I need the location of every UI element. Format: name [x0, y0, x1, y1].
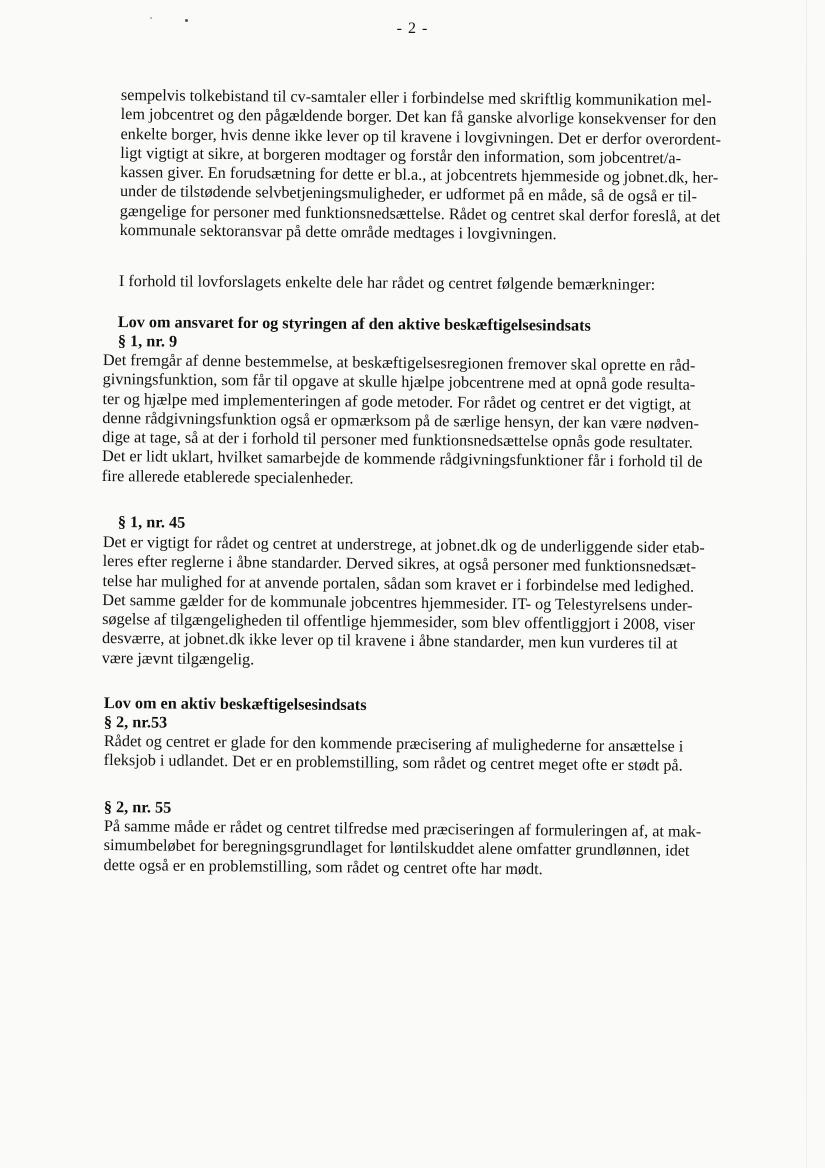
text-line: telse har mulighed for at anvende portalen, sådan som kravet er i forbindelse med ledighed. — [102, 571, 695, 595]
text-line: lem jobcentret og den pågældende borger. Det kan få ganske alvorlige konsekvenser for den — [120, 105, 717, 130]
text-line: Det fremgår af denne bestemmelse, at beskæftigelsesregionen fremover skal oprette en råd- — [102, 351, 696, 375]
text-line: desværre, at jobnet.dk ikke lever op til kravene i åbne standarder, men kun vurderes til at — [101, 629, 678, 653]
text-line: Det samme gælder for de kommunale jobcentres hjemmesider. IT- og Telestyrelsens under- — [102, 590, 693, 615]
body-paragraph — [103, 817, 730, 881]
text-line: dette også er en problemstilling, som rådet og centret ofte har mødt. — [103, 855, 543, 879]
paragraph-reference: § 2, nr. 55 — [103, 797, 172, 817]
paragraph-reference: § 2, nr.53 — [103, 713, 168, 732]
page-number: - 2 - — [396, 20, 429, 37]
lead-paragraph: I forhold til lovforslagets enkelte dele har rådet og centret følgende bemærkninger: — [118, 272, 656, 295]
text-line: sempelvis tolkebistand til cv-samtaler eller i forbindelse med skriftlig kommunikation mel- — [120, 86, 712, 110]
text-line: søgelse af tilgængeligheden til offentlige hjemmesider, som blev offentliggjort i 2008, viser — [102, 609, 695, 634]
text-line: enkelte borger, hvis denne ikke lever op til kravene i lovgivningen. Det er derfor overordent- — [120, 124, 722, 149]
body-paragraph — [102, 351, 730, 492]
text-line: leres efter reglerne i åbne standarder. Derved sikres, at også personer med funktionsnedsæt- — [102, 551, 697, 576]
letter-body — [101, 86, 730, 879]
section-heading: Lov om en aktiv beskæftigelsesindsats — [103, 693, 367, 714]
paragraph-reference: § 1, nr. 9 — [117, 331, 178, 351]
text-line: givningsfunktion, som får til opgave at skulle hjælpe jobcentrene med at opnå gode resulta- — [102, 370, 696, 395]
body-paragraph — [102, 533, 730, 674]
scan-speck — [150, 17, 152, 19]
text-line: gængelige for personer med funktionsnedsættelse. Rådet og centret skal derfor foreslå, at det — [119, 201, 721, 226]
text-line: kommunale sektoransvar på dette område medtages i lovgivningen. — [119, 221, 557, 244]
paragraph-reference: § 1, nr. 45 — [117, 513, 186, 532]
text-line: kassen giver. En forudsætning for dette er bl.a., at jobcentrets hjemmeside og jobnet.dk, her- — [120, 163, 719, 187]
body-paragraph — [104, 732, 730, 777]
text-line: ligt vigtigt at sikre, at borgeren modtager og forstår den information, som jobcentret/a- — [120, 143, 682, 168]
text-line: simumbeløbet for beregningsgrundlaget for løntilskuddet alene omfatter grundlønnen, idet — [103, 836, 690, 861]
text-line: fleksjob i udlandet. Det er en problemstilling, som rådet og centret meget ofte er stødt på. — [103, 751, 683, 776]
text-line: være jævnt tilgængelig. — [101, 648, 255, 668]
intro-paragraph — [120, 86, 730, 246]
text-line: fire allerede etablerede specialenheder. — [101, 467, 354, 488]
text-line: ter og hjælpe med implementeringen af gode metoder. For rådet og centret er det vigtigt, at — [102, 389, 692, 414]
text-line: Det er lidt uklart, hvilket samarbejde de kommende rådgivningsfunktioner får i forhold til de — [101, 447, 703, 472]
text-line: denne rådgivningsfunktion også er opmærksom på de særlige hensyn, der kan være nødven- — [102, 409, 699, 433]
scan-edge-line — [806, 0, 807, 1168]
text-line: dige at tage, så at der i forhold til personer med funktionsnedsættelse opnås gode resultater. — [102, 428, 693, 453]
text-line: Rådet og centret er glade for den kommende præcisering af mulighederne for ansættelse i — [103, 732, 684, 756]
text-line: under de tilstødende selvbetjeningsmuligheder, er udformet på en måde, så de også er til- — [119, 182, 698, 207]
text-line: Det er vigtigt for rådet og centret at understrege, at jobnet.dk og de underliggende sider etab- — [102, 532, 705, 557]
text-line: På samme måde er rådet og centret tilfredse med præciseringen af formuleringen af, at mak- — [103, 817, 702, 841]
section-heading: Lov om ansvaret for og styringen af den aktive beskæftigelsesindsats — [117, 312, 591, 335]
